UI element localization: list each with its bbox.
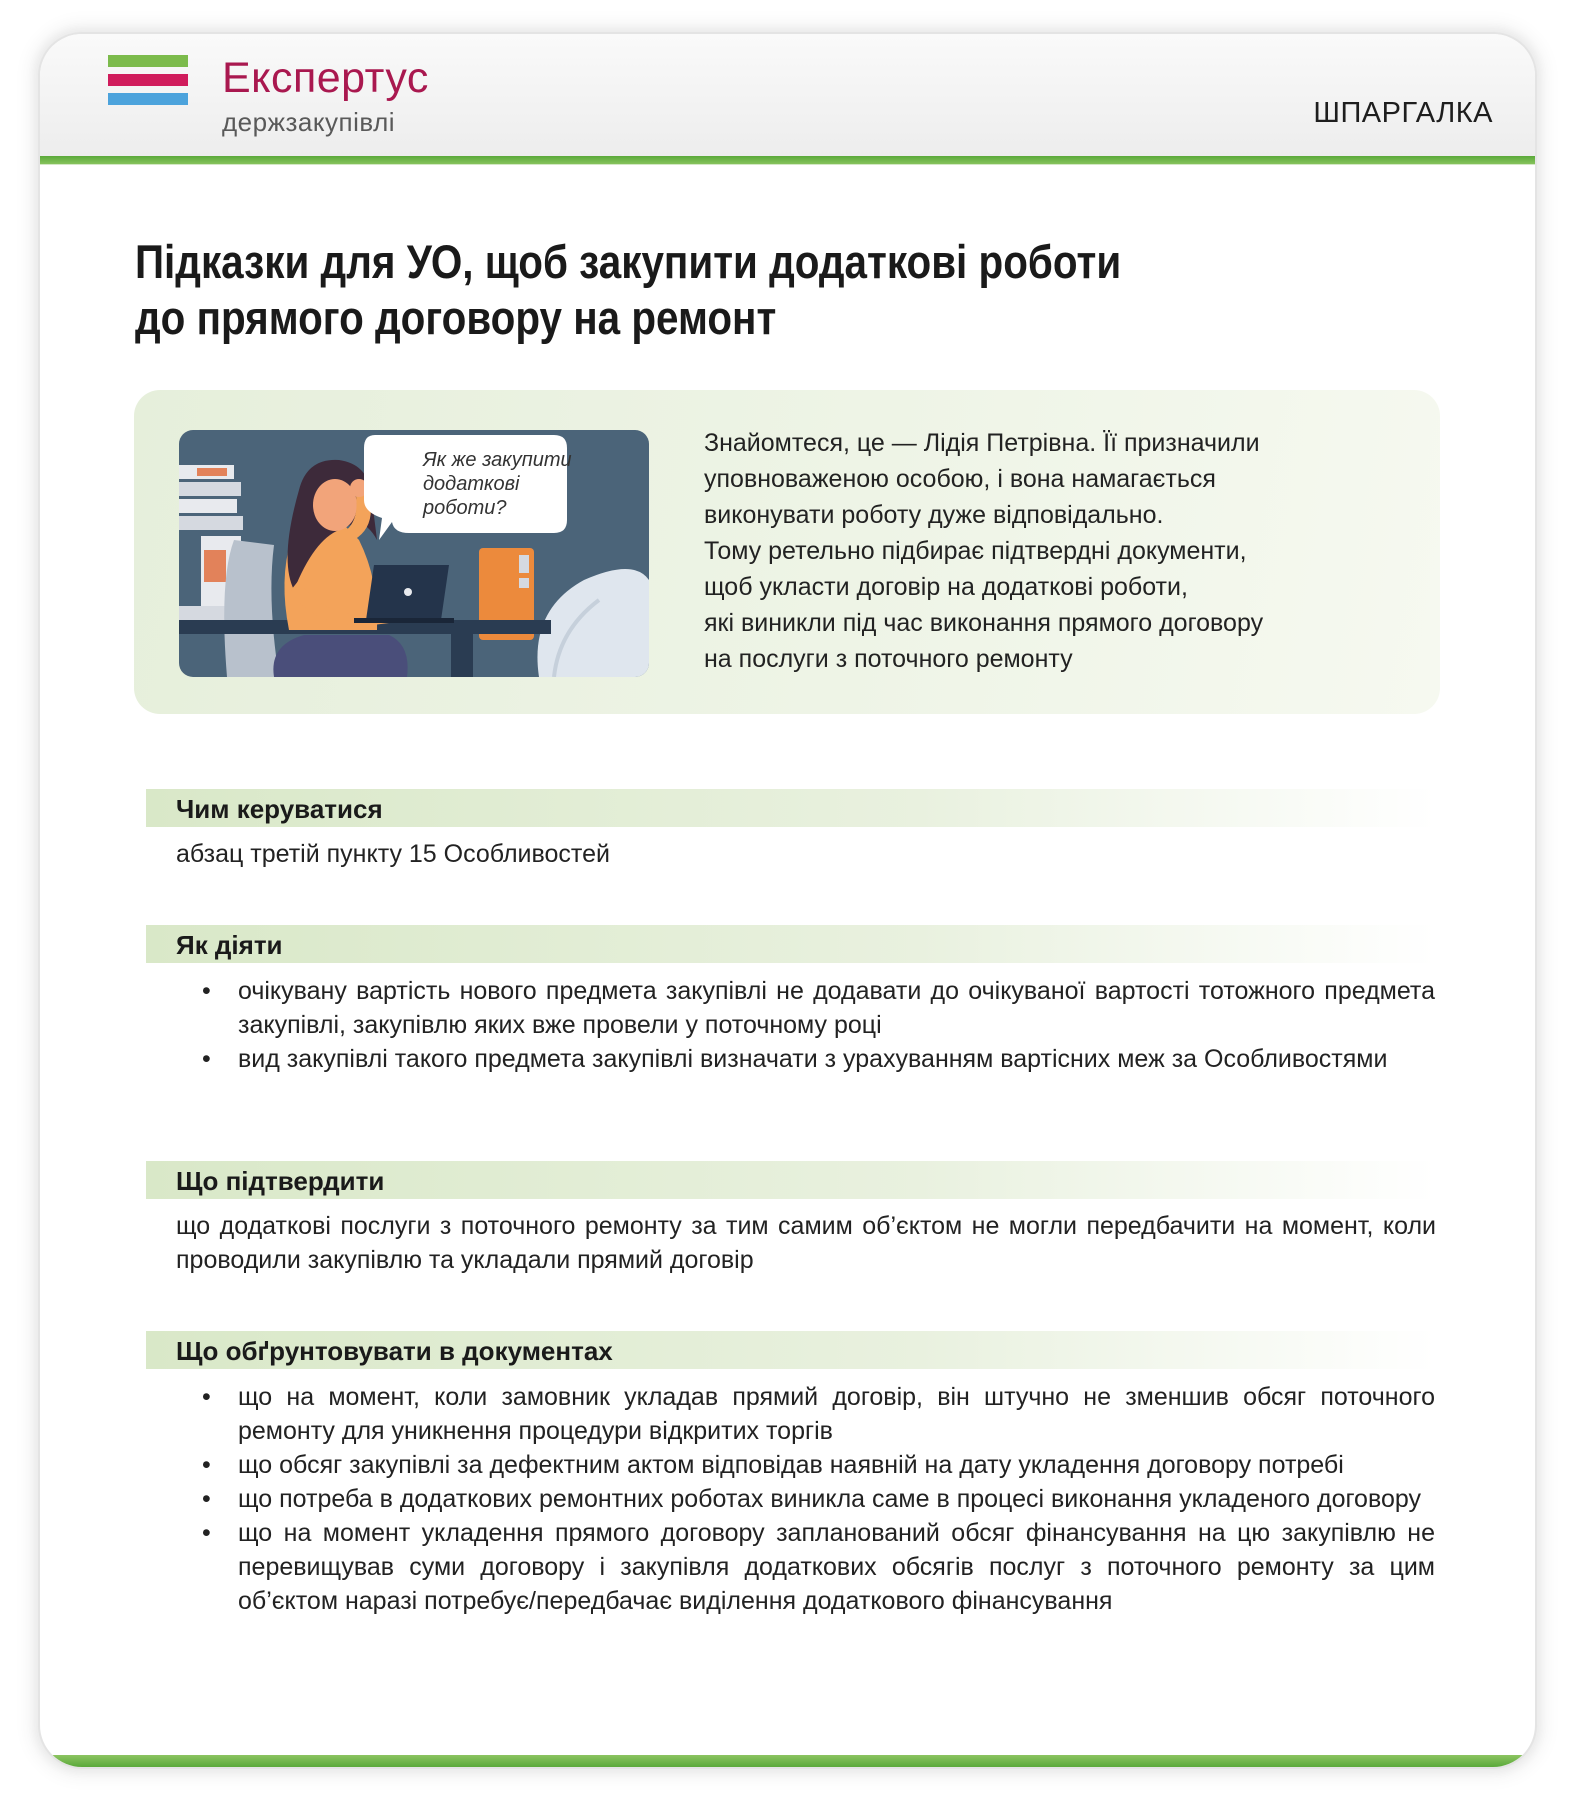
- title-line-2: до прямого договору на ремонт: [135, 291, 777, 344]
- guidance-text: абзац третій пункту 15 Особливостей: [176, 840, 610, 868]
- intro-line: виконувати роботу дуже відповідально.: [704, 501, 1164, 529]
- section-heading-text: Як діяти: [176, 930, 283, 960]
- footer-divider: [40, 1755, 1535, 1767]
- document-type-label: ШПАРГАЛКА: [1313, 97, 1493, 129]
- title-line-1: Підказки для УО, щоб закупити додаткові роботи: [135, 235, 1122, 288]
- section-heading-justify: [146, 1331, 1436, 1369]
- intro-text: [704, 425, 1404, 677]
- section-heading-text: Що обґрунтовувати в документах: [176, 1336, 613, 1366]
- list-item: • вид закупівлі такого предмета закупівлі визначати з урахуванням вартісних меж за Особливостями: [200, 1042, 1435, 1076]
- logo-mark: [108, 55, 188, 112]
- section-heading-text: Що підтвердити: [176, 1166, 385, 1196]
- intro-panel: [134, 390, 1440, 714]
- speech-bubble-line-1: Як же закупити: [423, 449, 572, 471]
- cheat-sheet-card: [40, 34, 1535, 1767]
- actions-list: [200, 974, 1435, 1076]
- logo-bar-blue: [108, 93, 188, 105]
- woman-at-laptop-illustration: [179, 430, 649, 677]
- justify-list: [200, 1380, 1435, 1618]
- section-heading-actions: [146, 925, 1436, 963]
- list-item: • очікувану вартість нового предмета закупівлі не додавати до очікуваної вартості тотожного предмета закупівлі, закупівлю яких вже провели у поточному році: [200, 974, 1435, 1042]
- section-heading-confirm: [146, 1161, 1436, 1199]
- list-item: • що потреба в додаткових ремонтних роботах виникла саме в процесі виконання укладеного договору: [200, 1482, 1435, 1516]
- section-heading-text: Чим керуватися: [176, 794, 383, 824]
- intro-line: на послуги з поточного ремонту: [704, 645, 1073, 673]
- brand-subtitle: держзакупівлі: [222, 107, 396, 137]
- list-item: • що обсяг закупівлі за дефектним актом відповідав наявній на дату укладення договору потребі: [200, 1448, 1435, 1482]
- intro-line: які виникли під час виконання прямого договору: [704, 609, 1264, 637]
- intro-line: уповноваженою особою, і вона намагається: [704, 465, 1216, 493]
- confirm-text: що додаткові послуги з поточного ремонту за тим самим об’єктом не могли передбачити на момент, коли проводили закупівлю та укладали прямий договір: [176, 1212, 1436, 1274]
- speech-bubble-line-2: додаткові: [423, 473, 520, 495]
- intro-line: Знайомтеся, це — Лідія Петрівна. Її призначили: [704, 429, 1260, 457]
- section-heading-guidance: [146, 789, 1436, 827]
- page-title: [135, 234, 1167, 346]
- brand-name: Експертус: [222, 54, 429, 102]
- list-item: • що на момент укладення прямого договору запланований обсяг фінансування на цю закупівлю не перевищував суми договору і закупівля додаткових обсягів послуг з поточного ремонту за цим об’єктом наразі потребує/передбачає виділення додаткового фінансування: [200, 1516, 1435, 1618]
- intro-line: Тому ретельно підбирає підтвердні документи,: [704, 537, 1247, 565]
- logo-bar-pink: [108, 74, 188, 86]
- logo-bar-green: [108, 55, 188, 67]
- intro-line: щоб укласти договір на додаткові роботи,: [704, 573, 1188, 601]
- list-item: • що на момент, коли замовник укладав прямий договір, він штучно не зменшив обсяг поточного ремонту для уникнення процедури відкритих торгів: [200, 1380, 1435, 1448]
- speech-bubble-line-3: роботи?: [423, 497, 507, 519]
- header-divider: [40, 156, 1535, 165]
